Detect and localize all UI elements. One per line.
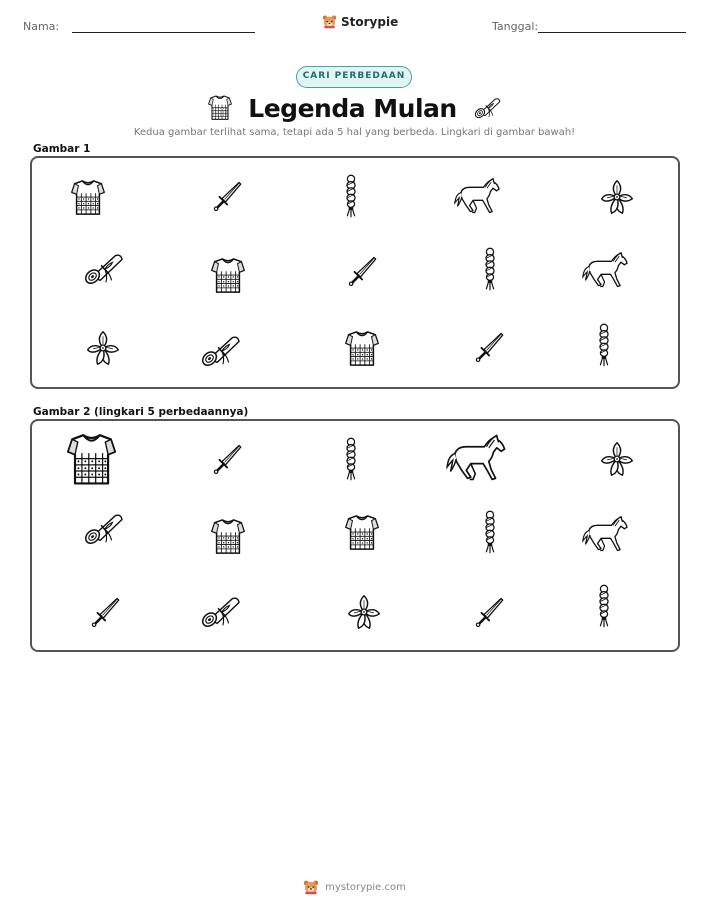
picture1-panel bbox=[30, 156, 680, 389]
flower-icon[interactable] bbox=[346, 594, 382, 630]
braid-icon[interactable] bbox=[342, 436, 360, 482]
braid-icon[interactable] bbox=[481, 509, 499, 555]
horse-icon bbox=[582, 250, 634, 290]
braid-icon bbox=[595, 322, 613, 368]
brand-logo bbox=[322, 14, 398, 29]
armor-icon[interactable] bbox=[209, 517, 247, 557]
picture2-panel[interactable] bbox=[30, 419, 680, 652]
date-field-line[interactable] bbox=[538, 32, 686, 33]
horse-icon bbox=[454, 176, 506, 216]
armor-icon bbox=[209, 256, 247, 296]
scroll-icon[interactable] bbox=[196, 593, 244, 631]
sword-icon bbox=[346, 254, 380, 288]
flower-icon bbox=[599, 179, 635, 215]
horse-icon[interactable] bbox=[582, 514, 634, 554]
sword-icon[interactable] bbox=[211, 442, 245, 476]
scroll-icon[interactable] bbox=[79, 510, 127, 548]
picture2-label: Gambar 2 (lingkari 5 perbedaannya) bbox=[33, 406, 249, 418]
armor-icon[interactable] bbox=[343, 513, 381, 553]
horse-icon[interactable] bbox=[446, 432, 514, 484]
sword-icon[interactable] bbox=[89, 595, 123, 629]
sword-icon bbox=[473, 330, 507, 364]
braid-icon bbox=[342, 173, 360, 219]
braid-icon bbox=[481, 246, 499, 292]
footer-link[interactable]: mystorypie.com bbox=[325, 881, 406, 893]
braid-icon[interactable] bbox=[595, 583, 613, 629]
armor-icon[interactable] bbox=[64, 431, 119, 489]
name-label: Nama: bbox=[23, 20, 60, 33]
armor-icon bbox=[206, 94, 234, 122]
picture1-label: Gambar 1 bbox=[33, 143, 91, 155]
instructions: Kedua gambar terlihat sama, tetapi ada 5 hal yang berbeda. Lingkari di gambar bawah! bbox=[133, 127, 576, 138]
scroll-icon bbox=[471, 95, 503, 121]
storypie-bear-logo-icon bbox=[303, 879, 319, 895]
scroll-icon bbox=[79, 250, 127, 288]
title-row bbox=[0, 88, 709, 128]
sword-icon bbox=[211, 179, 245, 213]
date-label: Tanggal: bbox=[492, 20, 539, 33]
armor-icon bbox=[343, 329, 381, 369]
armor-icon bbox=[69, 178, 107, 218]
footer bbox=[0, 879, 709, 895]
flower-icon bbox=[85, 330, 121, 366]
worksheet-badge: CARI PERBEDAAN bbox=[296, 66, 412, 88]
flower-icon[interactable] bbox=[599, 441, 635, 477]
storypie-bear-logo-icon bbox=[322, 14, 337, 29]
page-title: Legenda Mulan bbox=[248, 93, 457, 123]
sword-icon[interactable] bbox=[473, 595, 507, 629]
scroll-icon bbox=[196, 332, 244, 370]
name-field-line[interactable] bbox=[72, 32, 255, 33]
brand-name: Storypie bbox=[341, 14, 399, 29]
